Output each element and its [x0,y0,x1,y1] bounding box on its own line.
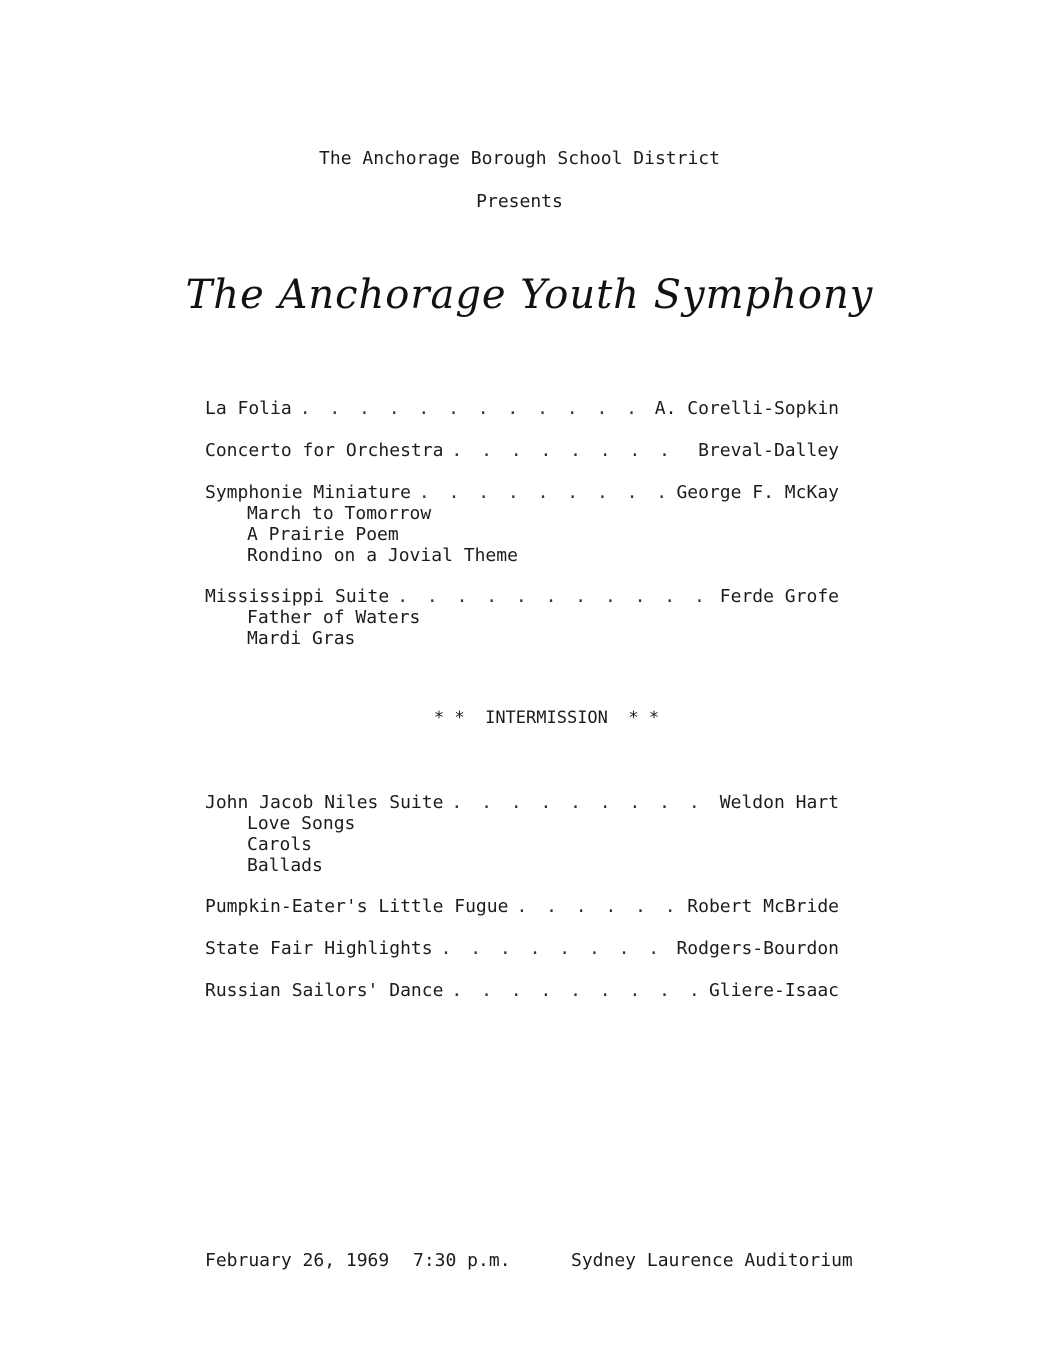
piece-title: Russian Sailors' Dance [205,980,444,1001]
program-entry [205,440,839,461]
concert-details [205,1250,853,1334]
dot-leader [451,980,701,1001]
dot-leader [451,440,690,461]
piece-title: Mississippi Suite [205,586,390,607]
movement-title: Rondino on a Jovial Theme [247,545,518,566]
composer-name: A. Corelli-Sopkin [654,398,839,419]
piece-title: Pumpkin-Eater's Little Fugue [205,896,509,917]
concert-date: February 26, 1969 [205,1250,390,1271]
movement-title: Father of Waters [247,607,421,628]
presents-line: Presents [476,191,563,212]
presenter-line: The Anchorage Borough School District [319,148,720,169]
dot-leader [516,896,679,917]
program-entry [205,586,839,649]
piece-title: Symphonie Miniature [205,482,411,503]
piece-title: La Folia [205,398,292,419]
composer-name: Breval-Dalley [698,440,839,461]
composer-name: Ferde Grofe [719,586,839,607]
piece-title: State Fair Highlights [205,938,433,959]
composer-name: Weldon Hart [719,792,839,813]
dot-leader [451,792,711,813]
movement-title: Carols [247,834,313,855]
piece-title: John Jacob Niles Suite [205,792,444,813]
composer-name: Robert McBride [687,896,839,917]
dot-leader [441,938,669,959]
composer-name: Gliere-Isaac [708,980,839,1001]
program-entry [205,398,839,419]
program-entry [205,938,839,959]
concert-time: 7:30 p.m. [413,1250,511,1271]
movement-title: A Prairie Poem [247,524,399,545]
movement-title: Mardi Gras [247,628,356,649]
dot-leader [419,482,669,503]
composer-name: Rodgers-Bourdon [676,938,839,959]
piece-title: Concerto for Orchestra [205,440,444,461]
concert-venue: Sydney Laurence Auditorium [571,1250,853,1271]
intermission-label: * * INTERMISSION * * [433,708,660,728]
composer-name: George F. McKay [676,482,839,503]
movement-title: March to Tomorrow [247,503,432,524]
movement-title: Ballads [247,855,323,876]
program-entry [205,896,839,917]
program-entry [205,792,839,876]
movement-title: Love Songs [247,813,356,834]
program-entry [205,482,839,566]
program-title: The Anchorage Youth Symphony [185,272,874,318]
program-entry [205,980,839,1001]
dot-leader [397,586,712,607]
dot-leader [300,398,647,419]
